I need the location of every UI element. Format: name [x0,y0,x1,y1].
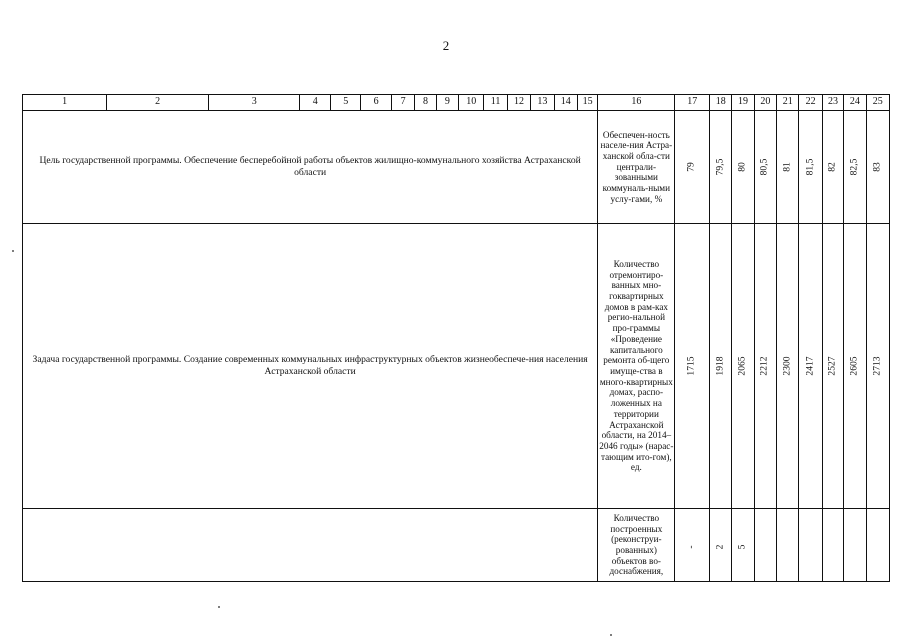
value-cell [710,111,732,224]
col-header: 14 [554,95,577,111]
value-cell [777,224,799,509]
col-header: 15 [577,95,597,111]
value-cell [866,111,889,224]
col-header: 3 [209,95,300,111]
value-cell [710,509,732,582]
value-text: 79 [685,162,697,172]
value-text: 2527 [826,356,838,376]
col-header: 8 [415,95,436,111]
value-text: 81,5 [804,158,816,176]
col-header: 24 [844,95,866,111]
value-cell [732,509,754,582]
value-cell [844,111,866,224]
value-cell [799,509,822,582]
value-text: 2065 [736,356,748,376]
col-header: 10 [459,95,484,111]
col-header: 11 [484,95,507,111]
col-header: 1 [23,95,107,111]
value-text: 1715 [685,356,697,376]
empty-description [23,509,598,582]
scan-speck [218,606,220,608]
value-text: 2417 [804,356,816,376]
col-header: 17 [675,95,710,111]
scan-speck [610,634,612,636]
col-header: 7 [391,95,414,111]
value-text: 2212 [759,356,771,376]
value-cell [844,509,866,582]
col-header: 19 [732,95,754,111]
table-row [23,111,890,224]
value-text: 80 [736,162,748,172]
value-cell [822,509,843,582]
indicator-cell: Количество построенных (реконструи-рованных) объектов во-доснабжения, [598,509,675,582]
indicator-cell: Обеспечен-ность населе-ния Астра-ханской обла-сти централи-зованными коммуналь-ными услу-гами, % [598,111,675,224]
value-text: 2300 [781,356,793,376]
value-text: 1918 [714,356,726,376]
page-number: 2 [442,38,450,53]
value-cell [675,111,710,224]
col-header: 22 [799,95,822,111]
col-header: 25 [866,95,889,111]
value-cell [866,224,889,509]
value-cell [732,111,754,224]
value-cell [866,509,889,582]
value-text: 81 [781,162,793,172]
value-cell [799,111,822,224]
indicator-cell: Количество отремонтиро-ванных мно-гоквартирных домов в рам-ках регио-нальной про-граммы «Проведение капитального ремонта об-щего имуще-ства в много-квартирных домах, распо-ложенных на территории Астраханской области, на 2014–2046 годы» (нарас-тающим ито-гом), ед. [598,224,675,509]
table-row [23,224,890,509]
value-text: - [685,545,697,549]
value-cell [675,509,710,582]
value-cell [754,509,776,582]
col-header: 2 [107,95,209,111]
indicators-table [22,94,890,582]
value-text: 2 [714,544,726,550]
col-header: 23 [822,95,843,111]
col-header: 21 [777,95,799,111]
value-cell [777,509,799,582]
value-text: 2605 [848,356,860,376]
value-text: 2713 [871,356,883,376]
value-cell [799,224,822,509]
value-text: 82 [826,162,838,172]
col-header: 6 [361,95,391,111]
value-cell [822,224,843,509]
value-text: 80,5 [759,158,771,176]
value-text: 79,5 [714,158,726,176]
col-header: 5 [330,95,360,111]
value-text: 83 [871,162,883,172]
col-header: 20 [754,95,776,111]
col-header: 12 [507,95,530,111]
column-number-row [23,95,890,111]
value-cell [732,224,754,509]
goal-description: Цель государственной программы. Обеспечение бесперебойной работы объектов жилищно-коммунального хозяйства Астраханской области [23,111,598,224]
col-header: 4 [300,95,330,111]
value-cell [754,111,776,224]
value-cell [844,224,866,509]
col-header: 16 [598,95,675,111]
value-text: 5 [736,544,748,550]
value-cell [777,111,799,224]
value-cell [675,224,710,509]
col-header: 13 [531,95,554,111]
value-cell [822,111,843,224]
col-header: 18 [710,95,732,111]
value-cell [754,224,776,509]
col-header: 9 [436,95,458,111]
value-text: 82,5 [848,158,860,176]
task-description: Задача государственной программы. Создание современных коммунальных инфраструктурных объектов жизнеобеспече-ния населения Астраханской области [23,224,598,509]
scan-speck [12,250,14,252]
value-cell [710,224,732,509]
table-row [23,509,890,582]
